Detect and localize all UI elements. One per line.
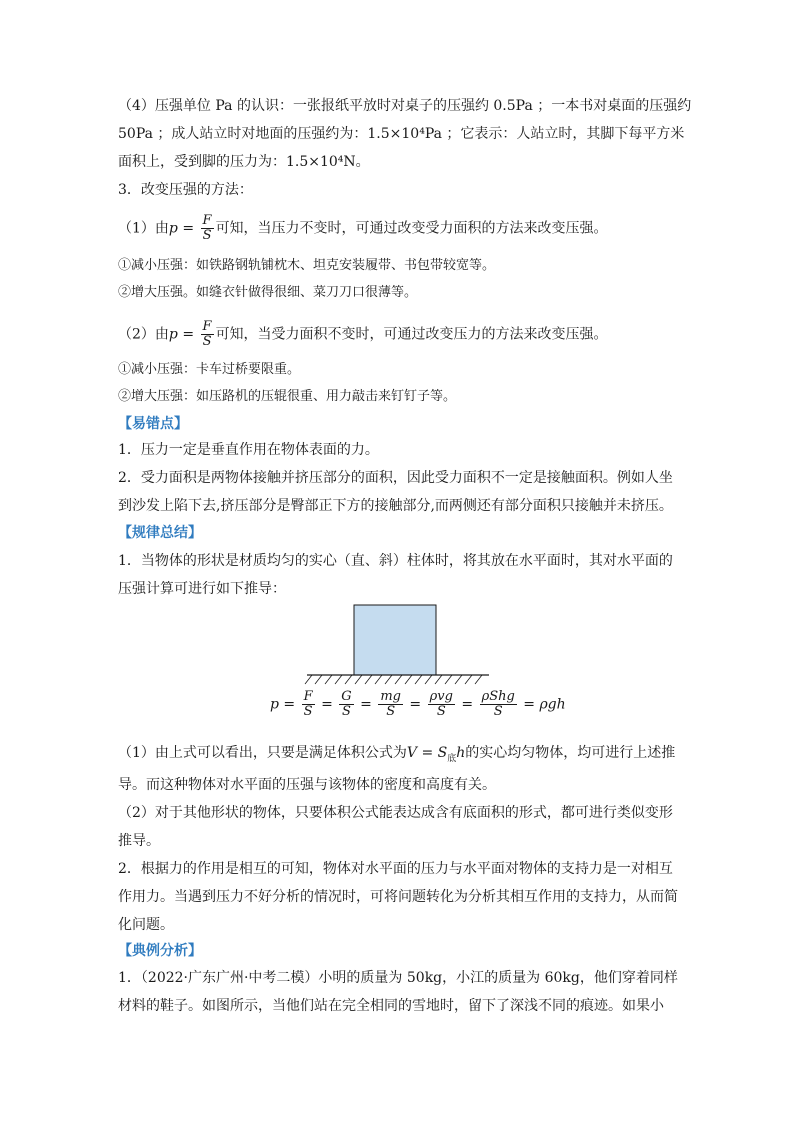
solid-block (354, 605, 436, 675)
fraction-numerator: ρShg (481, 689, 515, 704)
text-line: 1．当物体的形状是材质均匀的实心（直、斜）柱体时，将其放在水平面时，其对水平面的 (118, 553, 673, 569)
fraction-denominator: S (493, 704, 503, 719)
equals-sign: = (177, 220, 199, 237)
volume-line-prefix: （1）由上式可以看出，只要是满足体积公式为 (118, 745, 407, 761)
pressure-derivation-formula: p = $\frac{F}{S}$ = $\frac{G}{S}$ = $\frac{mg}{S}$ = $\frac{\text{ρvg}}{S}$ = $\frac{\text{ρShg}}{S}$ = ρgh (270, 689, 566, 719)
volume-formula-line (118, 743, 678, 769)
volume-formula: V = S (406, 745, 448, 761)
text-line: ①减小压强：如铁路钢轨铺枕木、坦克安装履带、书包带较宽等。 (118, 258, 496, 273)
fraction-denominator: S (202, 228, 212, 243)
section-heading-rules: 【规律总结】 (118, 525, 202, 541)
text-line: 到沙发上陷下去,挤压部分是臀部正下方的接触部分,而两侧还有部分面积只接触并未挤压。 (118, 498, 673, 514)
fraction-denominator: S (436, 704, 446, 719)
equals-sign: = (177, 326, 199, 343)
fraction-denominator: S (386, 704, 396, 719)
fraction (428, 690, 455, 719)
fraction (480, 690, 517, 719)
fraction (302, 690, 315, 719)
text-line: 1．压力一定是垂直作用在物体表面的力。 (118, 442, 379, 458)
method2-prefix: （2）由 (118, 326, 169, 343)
fraction-numerator: F (303, 689, 313, 704)
text-line: 2．根据力的作用是相互的可知，物体对水平面的压力与水平面对物体的支持力是一对相互 (118, 861, 673, 877)
text-line: 面积上，受到脚的压力为：1.5×10⁴N。 (118, 154, 370, 170)
text-line: 作用力。当遇到压力不好分析的情况时，可将问题转化为分析其相互作用的支持力，从而简 (118, 889, 678, 905)
fraction-denominator: S (303, 704, 313, 719)
base-subscript: 底 (447, 753, 457, 764)
text-line: 材料的鞋子。如图所示，当他们站在完全相同的雪地时，留下了深浅不同的痕迹。如果小 (118, 998, 664, 1014)
fraction (378, 690, 403, 719)
fraction (339, 690, 353, 719)
text-line: 2．受力面积是两物体接触并挤压部分的面积，因此受力面积不一定是接触面积。例如人坐 (118, 470, 673, 486)
text-line: 压强计算可进行如下推导： (118, 581, 286, 597)
text-line: ①减小压强：卡车过桥要限重。 (118, 362, 301, 377)
text-line: 推导。 (118, 833, 160, 849)
text-line: ②增大压强。如缝衣针做得很细、菜刀刀口很薄等。 (118, 285, 418, 300)
text-line: ②增大压强：如压路机的压辊很重、用力敲击来钉钉子等。 (118, 389, 457, 404)
text-line: （4）压强单位 Pa 的认识：一张报纸平放时对桌子的压强约 0.5Pa ；一本书对桌面的压强约 (118, 98, 692, 114)
fraction-numerator: F (202, 319, 212, 334)
volume-line-suffix: 的实心均匀物体，均可进行上述推 (465, 745, 676, 761)
text-line: 化问题。 (118, 917, 174, 933)
ground-hatching (305, 675, 482, 684)
fraction-numerator: mg (380, 689, 401, 704)
section-heading-examples: 【典例分析】 (118, 943, 202, 959)
formula-result: ρgh (539, 696, 566, 713)
fraction-numerator: F (202, 213, 212, 228)
method2-suffix: 可知，当受力面积不变时，可通过改变压力的方法来改变压强。 (215, 326, 608, 343)
pressure-symbol: p (168, 326, 178, 343)
method1-suffix: 可知，当压力不变时，可通过改变受力面积的方法来改变压强。 (215, 220, 608, 237)
fraction-numerator: ρvg (429, 689, 453, 704)
text-line: 3．改变压强的方法： (118, 182, 253, 198)
section-heading-errors: 【易错点】 (118, 416, 188, 432)
text-line: 50Pa ；成人站立时对地面的压强约为：1.5×10⁴Pa ；它表示：人站立时，其脚下每平方米 (118, 126, 685, 142)
pressure-symbol: p (168, 220, 178, 237)
fraction-denominator: S (342, 704, 351, 719)
fraction-denominator: S (202, 334, 212, 349)
pressure-symbol: p (270, 696, 279, 713)
method1-prefix: （1）由 (118, 220, 169, 237)
text-line: （2）对于其他形状的物体，只要体积公式能表达成含有底面积的形式，都可进行类似变形 (118, 805, 673, 821)
text-line: 1．（2022·广东广州·中考二模）小明的质量为 50kg，小江的质量为 60kg，他们穿着同样 (118, 970, 678, 986)
text-line: 导。而这种物体对水平面的压强与该物体的密度和高度有关。 (118, 777, 496, 793)
height-symbol: h (456, 745, 466, 761)
fraction-numerator: G (341, 689, 352, 704)
